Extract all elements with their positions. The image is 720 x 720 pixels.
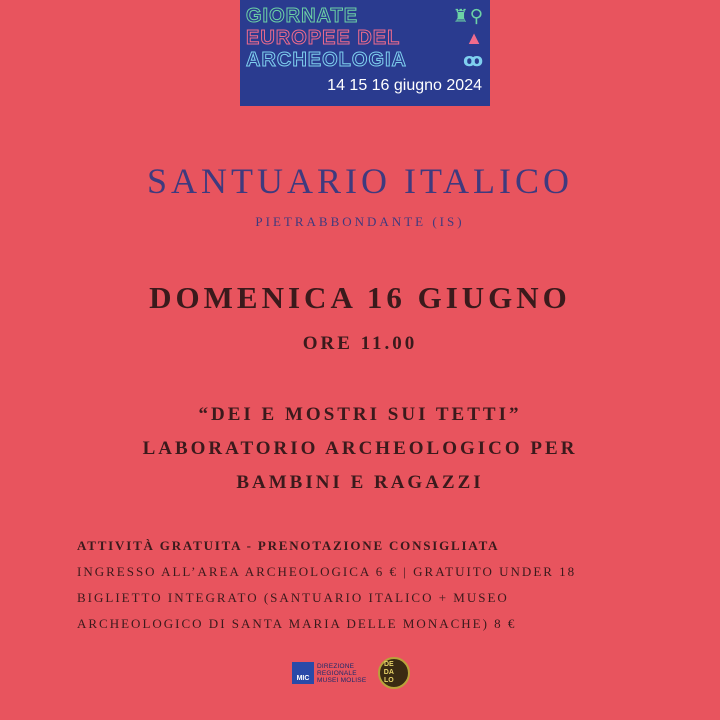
bell-icon: ▲	[465, 28, 484, 48]
dedalo-letters-1: DE	[383, 661, 394, 668]
lamp-icon: ♜⚲	[452, 6, 484, 26]
info-line-integrated-1: BIGLIETTO INTEGRATO (SANTUARIO ITALICO + MUSEO	[77, 590, 509, 605]
ticket-info	[77, 533, 697, 637]
event-logo	[240, 0, 490, 106]
dedalo-letters-2: DA	[383, 669, 394, 676]
mic-text	[317, 663, 366, 684]
logo-line-3: ARCHEOLOGIA	[246, 49, 407, 71]
event-subtitle-line-1: LABORATORIO ARCHEOLOGICO PER	[142, 438, 578, 459]
info-line-entry: INGRESSO ALL’AREA ARCHEOLOGICA 6 € | GRATUITO UNDER 18	[77, 564, 577, 579]
mic-text-line-3: MUSEI MOLISE	[317, 676, 367, 684]
dedalo-letters-3: LO	[383, 677, 394, 684]
fibula-icon: ꝏ	[463, 50, 484, 70]
event-date: DOMENICA 16 GIUGNO	[149, 280, 571, 315]
venue-title: SANTUARIO ITALICO	[146, 161, 574, 201]
event-time: ORE 11.00	[302, 333, 418, 354]
venue-place: PIETRABBONDANTE (IS)	[255, 214, 465, 229]
mic-logo	[292, 662, 366, 684]
footer-logos	[292, 656, 410, 690]
event-title: “DEI E MOSTRI SUI TETTI”	[198, 404, 522, 425]
event-subtitle-line-2: BAMBINI E RAGAZZI	[236, 472, 484, 493]
logo-year: 2024	[446, 77, 482, 94]
mic-text-line-1: DIREZIONE	[317, 662, 355, 670]
mic-mark-icon: MIC	[292, 662, 314, 684]
mic-text-line-2: REGIONALE	[317, 669, 357, 677]
logo-line-2: EUROPEE DEL	[246, 27, 401, 49]
info-line-integrated-2: ARCHEOLOGICO DI SANTA MARIA DELLE MONACHE) 8 €	[77, 616, 517, 631]
dedalo-logo	[378, 657, 410, 689]
logo-dates	[246, 77, 484, 95]
event-description	[0, 398, 720, 500]
info-headline: ATTIVITÀ GRATUITA - PRENOTAZIONE CONSIGLIATA	[77, 538, 500, 553]
logo-dates-text: 14 15 16 giugno	[327, 77, 442, 94]
logo-line-1: GIORNATE	[246, 5, 359, 27]
